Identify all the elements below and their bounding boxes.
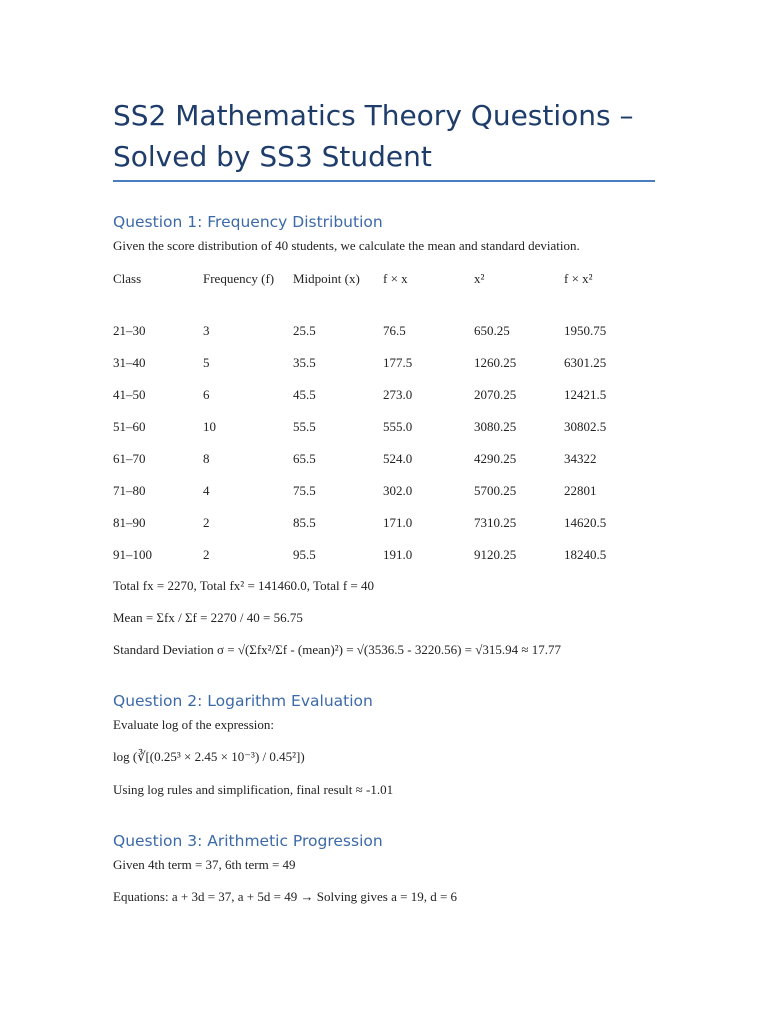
cell-fx: 171.0: [383, 515, 413, 530]
table-row: [113, 386, 673, 418]
cell-fx-squared: 30802.5: [564, 419, 607, 434]
header-frequency: Frequency (f): [203, 271, 275, 286]
cell-midpoint: 65.5: [293, 451, 316, 466]
cell-fx: 555.0: [383, 419, 413, 434]
cell-x-squared: 650.25: [474, 323, 510, 338]
q2-result: Using log rules and simplification, final result ≈ -1.01: [113, 782, 394, 797]
cell-fx-squared: 6301.25: [564, 355, 607, 370]
cell-class: 21–30: [113, 323, 146, 338]
q2-line-1: Evaluate log of the expression:: [113, 717, 275, 732]
cell-midpoint: 95.5: [293, 547, 316, 562]
header-midpoint: Midpoint (x): [293, 271, 360, 286]
header-class: Class: [113, 271, 142, 286]
q1-mean: Mean = Σfx / Σf = 2270 / 40 = 56.75: [113, 610, 303, 625]
cell-fx: 524.0: [383, 451, 413, 466]
q1-standard-deviation: Standard Deviation σ = √(Σfx²/Σf - (mean)²) = √(3536.5 - 3220.56) = √315.94 ≈ 17.77: [113, 642, 561, 657]
header-x-squared: x²: [474, 271, 485, 286]
table-row: [113, 322, 673, 354]
table-row: [113, 354, 673, 386]
cell-frequency: 3: [203, 323, 210, 338]
cell-frequency: 6: [203, 387, 210, 402]
cell-x-squared: 1260.25: [474, 355, 517, 370]
q1-heading: Question 1: Frequency Distribution: [113, 213, 383, 231]
cell-midpoint: 25.5: [293, 323, 316, 338]
cell-x-squared: 2070.25: [474, 387, 517, 402]
cell-midpoint: 35.5: [293, 355, 316, 370]
cell-fx-squared: 12421.5: [564, 387, 607, 402]
cell-frequency: 8: [203, 451, 210, 466]
cell-midpoint: 45.5: [293, 387, 316, 402]
table-row: [113, 450, 673, 482]
cell-x-squared: 9120.25: [474, 547, 517, 562]
cell-x-squared: 3080.25: [474, 419, 517, 434]
cell-midpoint: 85.5: [293, 515, 316, 530]
cell-class: 41–50: [113, 387, 146, 402]
cell-class: 31–40: [113, 355, 146, 370]
cell-class: 51–60: [113, 419, 146, 434]
cell-x-squared: 5700.25: [474, 483, 517, 498]
cell-frequency: 2: [203, 515, 210, 530]
cell-x-squared: 4290.25: [474, 451, 517, 466]
cell-frequency: 2: [203, 547, 210, 562]
cell-fx: 76.5: [383, 323, 406, 338]
cell-midpoint: 55.5: [293, 419, 316, 434]
header-fx-squared: f × x²: [564, 271, 593, 286]
frequency-table: [113, 270, 673, 578]
q1-intro: Given the score distribution of 40 students, we calculate the mean and standard deviation.: [113, 238, 580, 253]
cell-class: 61–70: [113, 451, 146, 466]
cell-fx-squared: 1950.75: [564, 323, 607, 338]
q3-equations: Equations: a + 3d = 37, a + 5d = 49 → Solving gives a = 19, d = 6: [113, 889, 458, 904]
cell-fx: 191.0: [383, 547, 413, 562]
header-fx: f × x: [383, 271, 408, 286]
table-body: [113, 322, 673, 578]
cell-fx-squared: 22801: [564, 483, 597, 498]
cell-fx: 273.0: [383, 387, 413, 402]
document-title: SS2 Mathematics Theory Questions – Solved by SS3 Student: [113, 99, 634, 173]
cell-fx-squared: 18240.5: [564, 547, 607, 562]
cell-frequency: 4: [203, 483, 210, 498]
cell-class: 71–80: [113, 483, 146, 498]
q1-totals: Total fx = 2270, Total fx² = 141460.0, Total f = 40: [113, 578, 374, 593]
cell-x-squared: 7310.25: [474, 515, 517, 530]
cell-fx-squared: 34322: [564, 451, 597, 466]
q3-heading: Question 3: Arithmetic Progression: [113, 832, 383, 850]
table-row: [113, 482, 673, 514]
cell-frequency: 10: [203, 419, 216, 434]
q2-heading: Question 2: Logarithm Evaluation: [113, 692, 373, 710]
cell-fx: 177.5: [383, 355, 413, 370]
table-header-row: [113, 270, 673, 322]
cell-midpoint: 75.5: [293, 483, 316, 498]
cell-class: 81–90: [113, 515, 146, 530]
cell-frequency: 5: [203, 355, 210, 370]
cell-fx: 302.0: [383, 483, 413, 498]
table-row: [113, 514, 673, 546]
cell-fx-squared: 14620.5: [564, 515, 607, 530]
title-divider: [113, 180, 655, 182]
q3-line-1: Given 4th term = 37, 6th term = 49: [113, 857, 296, 872]
cell-class: 91–100: [113, 547, 152, 562]
table-row: [113, 546, 673, 578]
table-row: [113, 418, 673, 450]
q2-expression: log (∛[(0.25³ × 2.45 × 10⁻³) / 0.45²]): [113, 749, 305, 764]
